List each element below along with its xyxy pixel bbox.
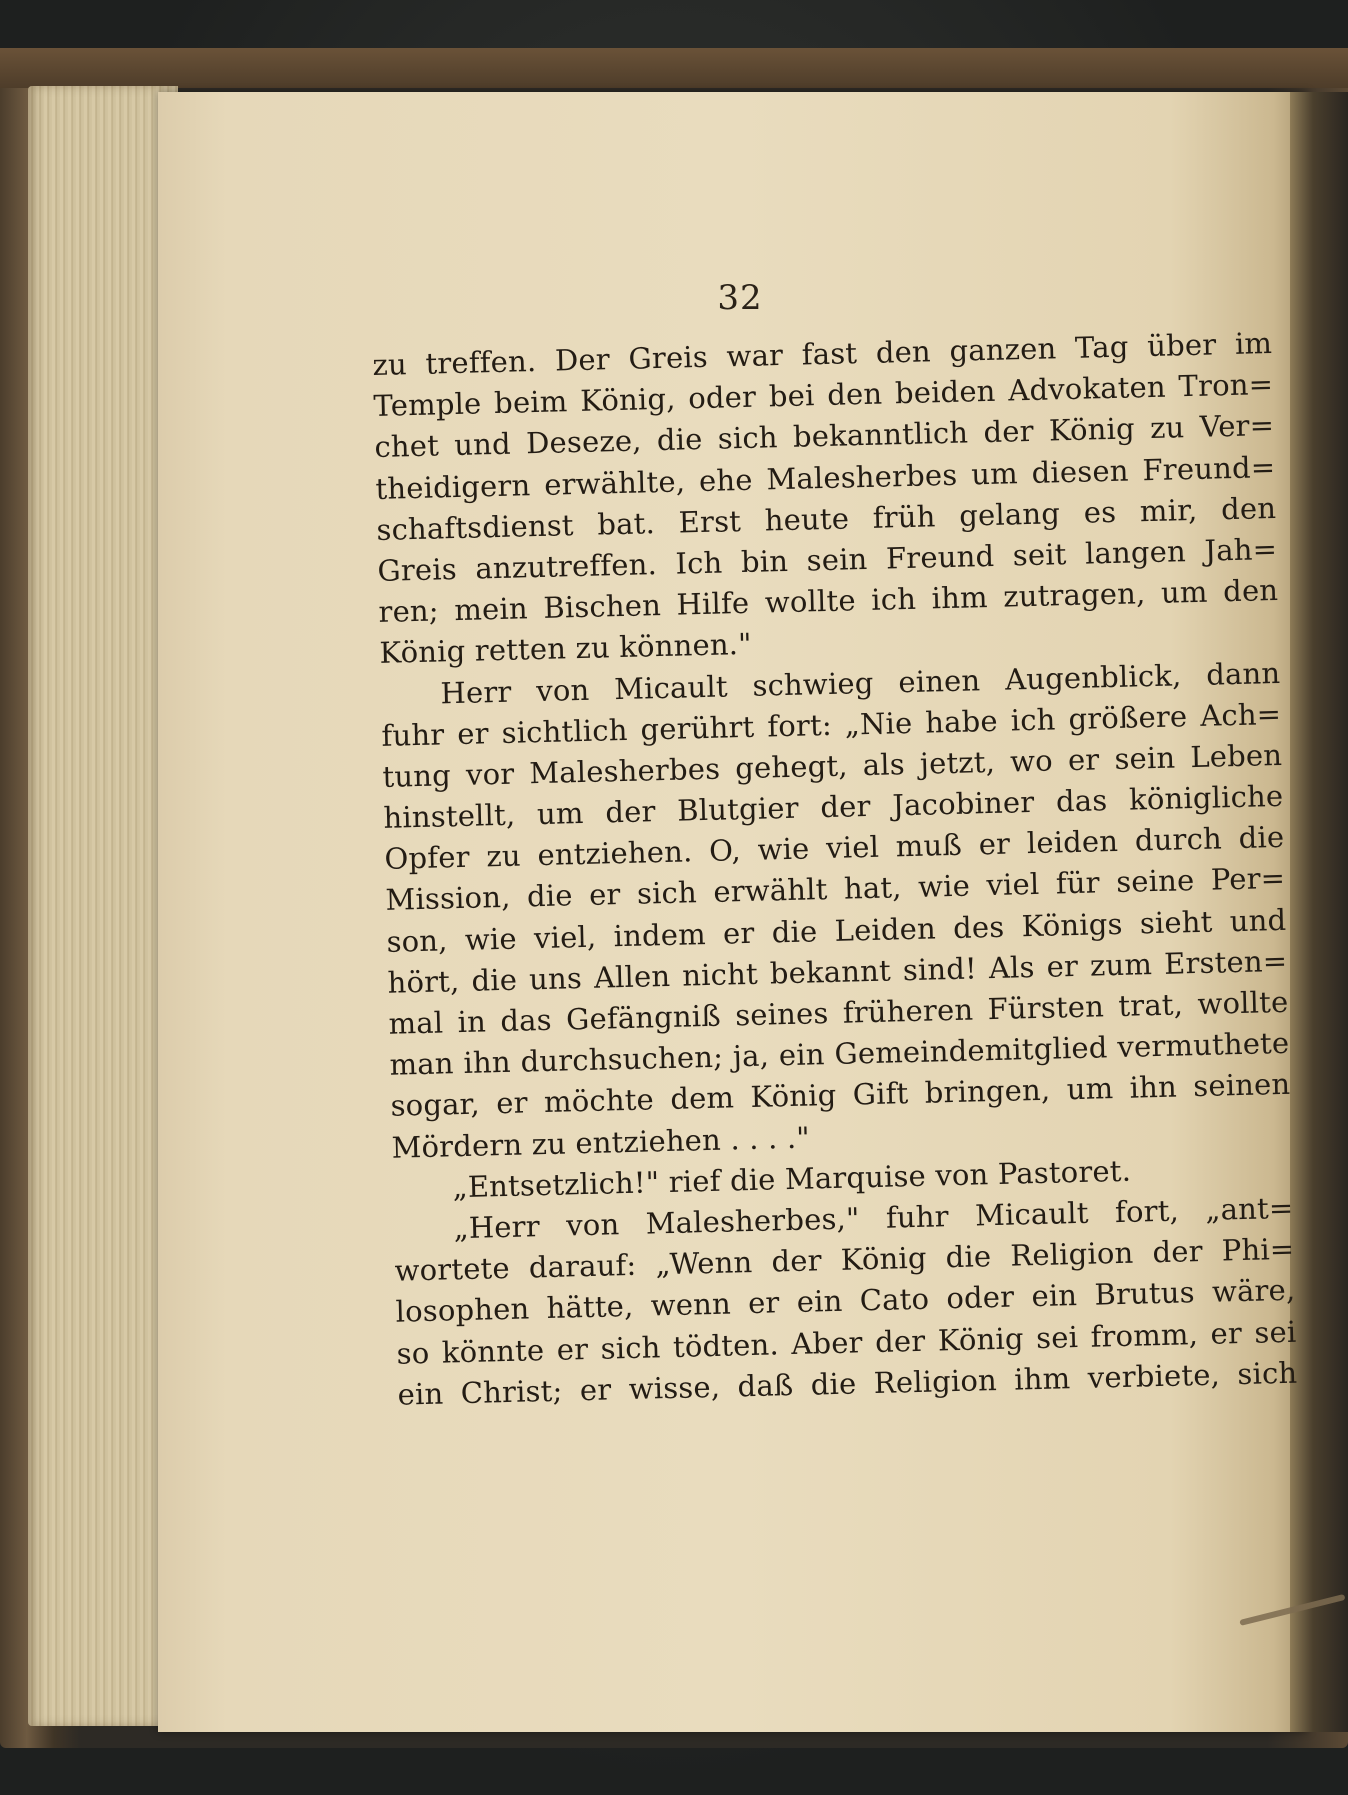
text-line: Temple beim König, oder bei den beiden Advokaten Tron=: [373, 367, 1274, 424]
book-cover-edge: [0, 48, 1348, 88]
text-line: hinstellt, um der Blutgier der Jacobiner das königliche: [383, 778, 1284, 835]
text-line: sogar, er möchte dem König Gift bringen, um ihn seinen: [390, 1067, 1291, 1124]
text-line: losophen hätte, wenn er ein Cato oder ein Brutus wäre,: [395, 1273, 1296, 1330]
text-line: schaftsdienst bat. Erst heute früh gelang es mir, den: [376, 490, 1277, 547]
text-line: wortete darauf: „Wenn der König die Religion der Phi=: [394, 1231, 1295, 1288]
text-line: mal in das Gefängniß seines früheren Fürsten trat, wollte: [388, 984, 1289, 1041]
text-line: zu treffen. Der Greis war fast den ganzen Tag über im: [372, 326, 1273, 382]
text-line: Mission, die er sich erwählt hat, wie viel für seine Per=: [385, 861, 1286, 918]
text-line: hört, die uns Allen nicht bekannt sind! Als er zum Ersten=: [387, 943, 1288, 1000]
page-number: 32: [717, 278, 763, 318]
text-line: son, wie viel, indem er die Leiden des Königs sieht und: [386, 902, 1287, 959]
text-line: fuhr er sichtlich gerührt fort: „Nie habe ich größere Ach=: [381, 696, 1282, 753]
text-line: chet und Deseze, die sich bekanntlich der König zu Ver=: [374, 408, 1275, 465]
text-line: König retten zu können.": [379, 627, 753, 671]
text-line: so könnte er sich tödten. Aber der König sei fromm, er sei: [396, 1314, 1297, 1371]
body-text: [372, 323, 1298, 1416]
page-stack-edges: [28, 86, 178, 1726]
text-line: man ihn durchsuchen; ja, ein Gemeindemitglied vermuthete: [389, 1025, 1290, 1082]
text-line: Herr von Micault schwieg einen Augenblick, dann: [440, 655, 1281, 710]
text-line: ren; mein Bischen Hilfe wollte ich ihm zutragen, um den: [378, 573, 1279, 630]
text-line: Greis anzutreffen. Ich bin sein Freund seit langen Jah=: [377, 531, 1278, 588]
text-line: „Herr von Malesherbes," fuhr Micault fort, „ant=: [453, 1190, 1294, 1246]
text-line: „Entsetzlich!" rief die Marquise von Pastoret.: [452, 1153, 1132, 1205]
text-line: Opfer zu entziehen. O, wie viel muß er leiden durch die: [384, 820, 1285, 877]
book-gutter: [1290, 92, 1348, 1732]
text-line: theidigern erwählte, ehe Malesherbes um diesen Freund=: [375, 449, 1276, 506]
text-line: tung vor Malesherbes gehegt, als jetzt, wo er sein Leben: [382, 737, 1283, 794]
text-line: Mördern zu entziehen . . . .": [391, 1120, 811, 1165]
text-line: ein Christ; er wisse, daß die Religion ihm verbiete, sich: [397, 1355, 1298, 1412]
